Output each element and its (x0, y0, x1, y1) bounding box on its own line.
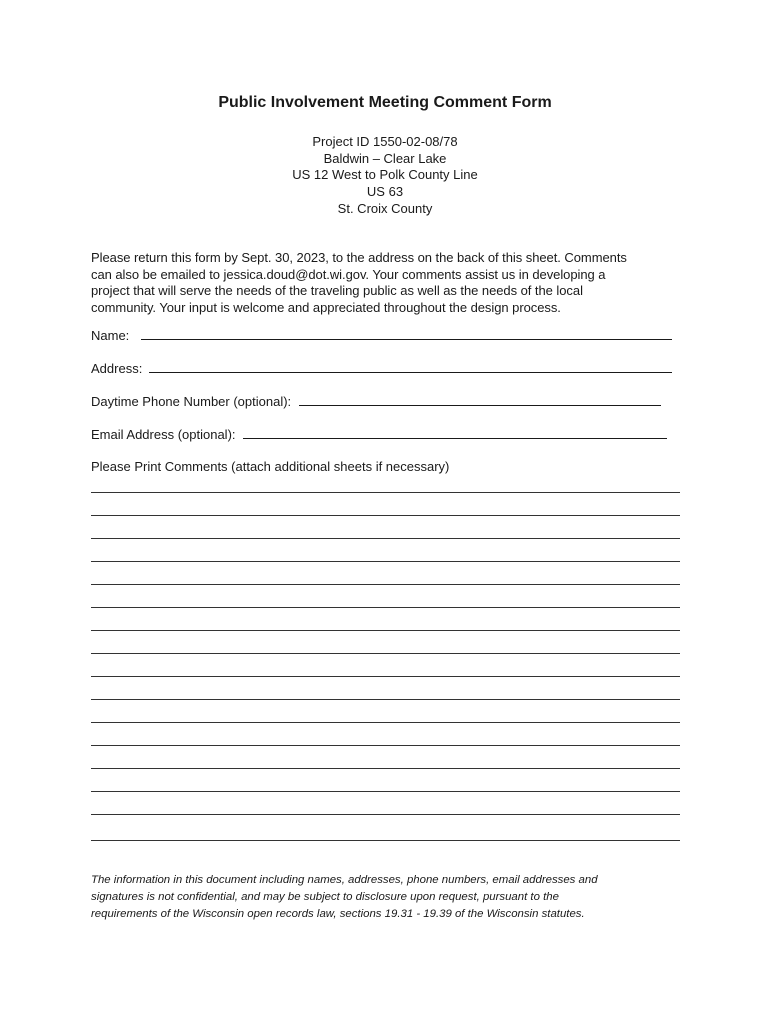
disclaimer (91, 872, 671, 923)
project-info (0, 134, 770, 218)
disclaimer-line: requirements of the Wisconsin open records law, sections 19.31 - 19.39 of the Wisconsin statutes. (91, 908, 585, 920)
phone-label: Daytime Phone Number (optional): (91, 394, 292, 409)
email-label: Email Address (optional): (91, 427, 236, 442)
comments-label: Please Print Comments (attach additional sheets if necessary) (91, 459, 450, 474)
phone-field-row (91, 394, 661, 410)
intro-line: can also be emailed to jessica.doud@dot.wi.gov. Your comments assist us in developing a (91, 266, 606, 282)
comment-line[interactable] (91, 515, 680, 516)
email-input-line[interactable] (243, 427, 667, 439)
comment-line[interactable] (91, 676, 680, 677)
comment-line[interactable] (91, 699, 680, 700)
comment-line[interactable] (91, 814, 680, 815)
name-field-row (91, 328, 672, 344)
comment-line[interactable] (91, 745, 680, 746)
project-location: Baldwin – Clear Lake (323, 150, 447, 166)
name-label: Name: (91, 328, 130, 343)
comment-line[interactable] (91, 791, 680, 792)
comment-line[interactable] (91, 722, 680, 723)
project-route: US 12 West to Polk County Line (292, 167, 478, 183)
comment-line[interactable] (91, 840, 680, 841)
comment-line[interactable] (91, 561, 680, 562)
comment-line[interactable] (91, 653, 680, 654)
comment-line[interactable] (91, 768, 680, 769)
intro-line: project that will serve the needs of the traveling public as well as the needs of the local (91, 283, 583, 299)
phone-input-line[interactable] (299, 394, 661, 406)
name-input-line[interactable] (141, 328, 672, 340)
address-input-line[interactable] (149, 361, 672, 373)
comment-line[interactable] (91, 607, 680, 608)
intro-paragraph (91, 250, 681, 317)
intro-line: community. Your input is welcome and appreciated throughout the design process. (91, 300, 561, 316)
email-field-row (91, 427, 667, 443)
disclaimer-line: The information in this document including names, addresses, phone numbers, email addresses and (91, 874, 598, 886)
address-label: Address: (91, 361, 143, 376)
comment-line[interactable] (91, 630, 680, 631)
form-title: Public Involvement Meeting Comment Form (218, 94, 552, 111)
disclaimer-line: signatures is not confidential, and may be subject to disclosure upon request, pursuant to the (91, 891, 559, 903)
project-county: St. Croix County (337, 200, 433, 216)
comment-line[interactable] (91, 584, 680, 585)
project-id: Project ID 1550-02-08/78 (312, 134, 458, 149)
address-field-row (91, 361, 672, 377)
intro-line: Please return this form by Sept. 30, 2023, to the address on the back of this sheet. Comments (91, 250, 627, 265)
project-highway: US 63 (366, 184, 404, 200)
comment-line[interactable] (91, 492, 680, 493)
comment-line[interactable] (91, 538, 680, 539)
